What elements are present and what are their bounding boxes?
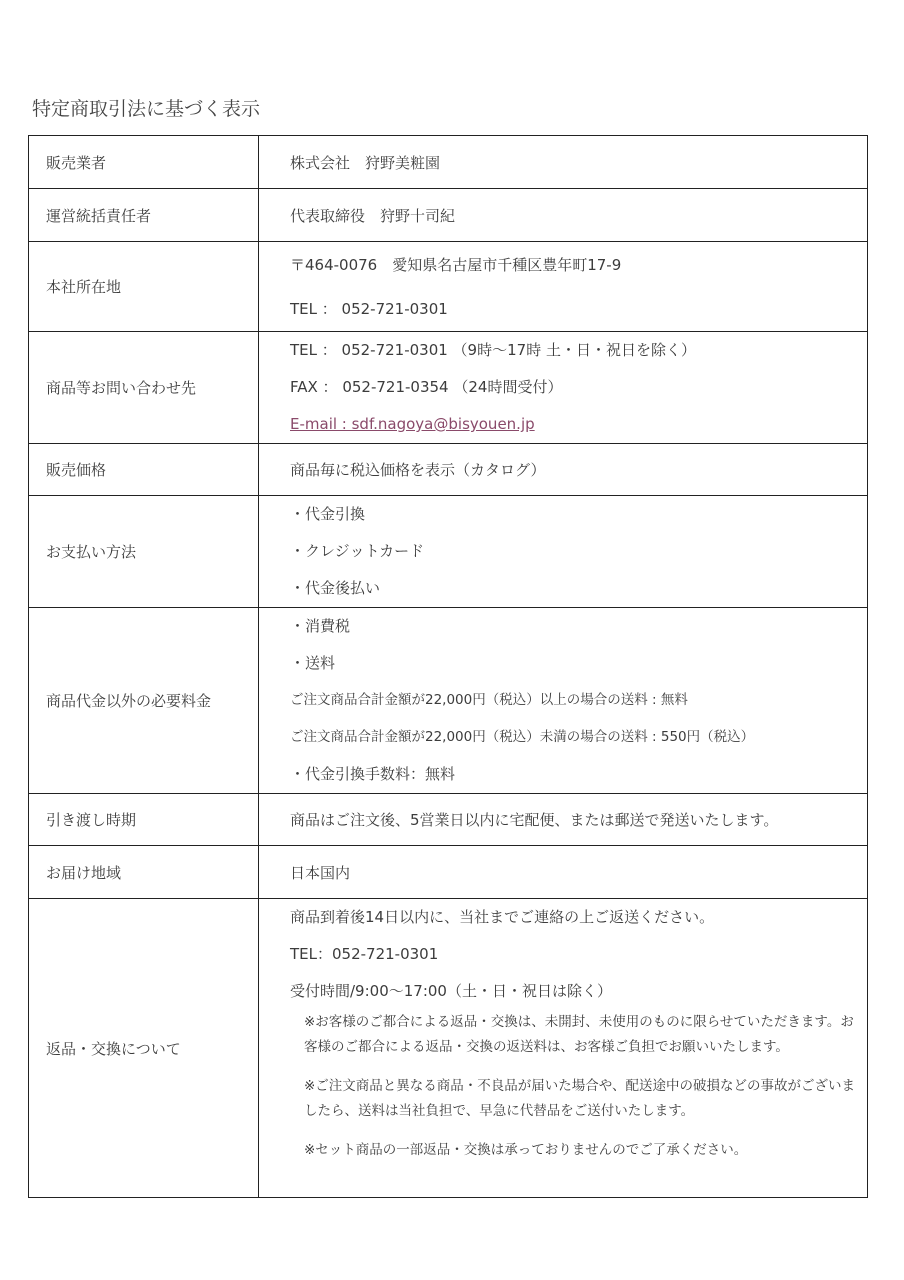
row-value bbox=[259, 496, 868, 608]
list-item: ・代金後払い bbox=[290, 579, 381, 597]
commerce-law-table bbox=[28, 135, 868, 1198]
row-label: 販売業者 bbox=[29, 136, 259, 189]
table-row-delivery-time bbox=[29, 794, 868, 846]
row-value: 代表取締役 狩野十司紀 bbox=[259, 189, 868, 242]
fee-tax: ・消費税 bbox=[290, 617, 351, 635]
row-value: 日本国内 bbox=[259, 846, 868, 899]
returns-tel: TEL：052-721-0301 bbox=[290, 945, 439, 963]
row-value: 株式会社 狩野美粧園 bbox=[259, 136, 868, 189]
table-row-price bbox=[29, 444, 868, 496]
returns-note: ※セット商品の一部返品・交換は承っておりませんのでご了承ください。 bbox=[304, 1142, 748, 1158]
row-value bbox=[259, 608, 868, 794]
contact-tel: TEL ： 052-721-0301 （9時～17時 土・日・祝日を除く） bbox=[290, 341, 696, 359]
row-label: 販売価格 bbox=[29, 444, 259, 496]
returns-note: ※お客様のご都合による返品・交換は、未開封、未使用のものに限らせていただきます。お客様のご都合による返品・交換の返送料は、お客様ご負担でお願いいたします。 bbox=[304, 1014, 854, 1055]
row-label: 商品代金以外の必要料金 bbox=[29, 608, 259, 794]
table-row-contact bbox=[29, 332, 868, 444]
row-value bbox=[259, 899, 868, 1198]
address-tel: TEL ： 052-721-0301 bbox=[290, 299, 448, 318]
email-link[interactable]: E-mail : sdf.nagoya@bisyouen.jp bbox=[290, 415, 535, 433]
row-value bbox=[259, 332, 868, 444]
table-row-address bbox=[29, 242, 868, 332]
fee-shipping-over: ご注文商品合計金額が22,000円（税込）以上の場合の送料 : 無料 bbox=[290, 692, 688, 708]
row-label: お届け地域 bbox=[29, 846, 259, 899]
row-value: 商品毎に税込価格を表示（カタログ） bbox=[259, 444, 868, 496]
row-value: 商品はご注文後、5営業日以内に宅配便、または郵送で発送いたします。 bbox=[259, 794, 868, 846]
list-item: ・クレジットカード bbox=[290, 542, 425, 560]
returns-note: ※ご注文商品と異なる商品・不良品が届いた場合や、配送途中の破損などの事故がございましたら、送料は当社負担で、早急に代替品をご送付いたします。 bbox=[304, 1078, 856, 1119]
returns-hours: 受付時間/9:00～17:00（土・日・祝日は除く） bbox=[290, 982, 612, 1000]
table-row-delivery-area bbox=[29, 846, 868, 899]
row-value bbox=[259, 242, 868, 332]
table-row-manager bbox=[29, 189, 868, 242]
row-label: 商品等お問い合わせ先 bbox=[29, 332, 259, 444]
contact-fax: FAX ： 052-721-0354 （24時間受付） bbox=[290, 378, 563, 396]
table-row-seller bbox=[29, 136, 868, 189]
page-title: 特定商取引法に基づく表示 bbox=[32, 98, 261, 120]
table-row-fees bbox=[29, 608, 868, 794]
row-label: 引き渡し時期 bbox=[29, 794, 259, 846]
fee-cod: ・代金引換手数料：無料 bbox=[290, 765, 456, 783]
row-label: お支払い方法 bbox=[29, 496, 259, 608]
returns-intro: 商品到着後14日以内に、当社までご連絡の上ご返送ください。 bbox=[290, 908, 715, 926]
fee-shipping-under: ご注文商品合計金額が22,000円（税込）未満の場合の送料 : 550円（税込） bbox=[290, 729, 755, 745]
row-label: 返品・交換について bbox=[29, 899, 259, 1198]
table-row-returns bbox=[29, 899, 868, 1198]
contact-email-line bbox=[290, 406, 867, 443]
address-postal: 〒464-0076 愛知県名古屋市千種区豊年町17-9 bbox=[290, 255, 622, 274]
list-item: ・代金引換 bbox=[290, 505, 366, 523]
row-label: 運営統括責任者 bbox=[29, 189, 259, 242]
table-row-payment bbox=[29, 496, 868, 608]
fee-shipping: ・送料 bbox=[290, 654, 336, 672]
row-label: 本社所在地 bbox=[29, 242, 259, 332]
